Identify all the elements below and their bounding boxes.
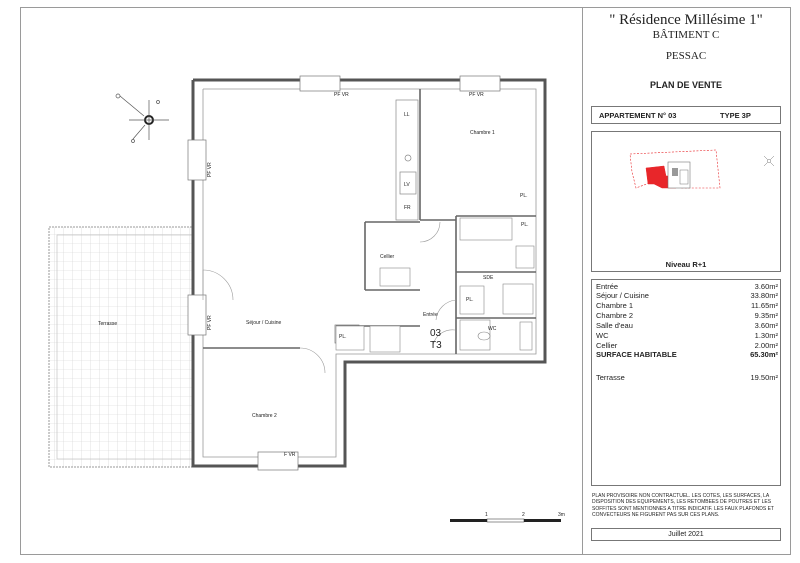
terrace-area: [49, 227, 193, 467]
level-label: Niveau R+1: [665, 260, 707, 269]
window-label-pfvr-1: PF VR: [334, 92, 349, 98]
surface-value: 3.60m²: [754, 321, 778, 330]
city-label: PESSAC: [665, 50, 707, 62]
date-label: Juillet 2021: [591, 528, 781, 541]
total-surface-row: [596, 350, 778, 360]
room-label-wc: WC: [488, 326, 497, 332]
terrace-row: [596, 373, 778, 383]
room-label-chambre2: Chambre 2: [252, 413, 277, 419]
scale-bar: [450, 512, 565, 522]
fixture-label-pl-3: PL.: [466, 297, 474, 303]
fixture-label-pl-1: PL.: [520, 193, 528, 199]
unit-number: 03: [430, 328, 442, 339]
surface-value: 3.60m²: [754, 282, 778, 291]
scale-label-2: 2: [522, 512, 525, 518]
compass-icon: [116, 94, 169, 143]
key-plan-drawing: [592, 132, 780, 271]
residence-title: " Résidence Millésime 1": [609, 12, 763, 28]
surface-row: [596, 291, 778, 301]
surface-value: 1.30m²: [754, 331, 778, 340]
fixture-label-fr: FR: [404, 205, 411, 211]
window-label-pfvr-4: PF VR: [207, 315, 213, 330]
surface-label: WC: [596, 331, 609, 340]
surface-label: Séjour / Cuisine: [596, 291, 649, 300]
surface-row: [596, 321, 778, 331]
keyplan-compass-icon: [764, 156, 774, 166]
room-label-sejour: Séjour / Cuisine: [246, 320, 282, 326]
apartment-number: APPARTEMENT N° 03: [599, 111, 677, 120]
surface-value: 2.00m²: [754, 341, 778, 350]
fixture-label-lv: LV: [404, 182, 410, 188]
room-label-chambre1: Chambre 1: [470, 130, 495, 136]
surface-value: 11.65m²: [751, 301, 778, 310]
window-label-pfvr-2: PF VR: [469, 92, 484, 98]
surface-row: [596, 311, 778, 321]
key-plan: [591, 131, 781, 272]
surface-label: Cellier: [596, 341, 618, 350]
fixture-label-pl-2: PL.: [521, 222, 529, 228]
unit-type: T3: [430, 340, 442, 351]
scale-label-1: 1: [485, 512, 488, 518]
surface-label: Chambre 1: [596, 301, 634, 310]
terrace-label: Terrasse: [596, 373, 625, 382]
surface-value: 33.80m²: [750, 291, 778, 300]
surface-label: Entrée: [596, 282, 619, 291]
building-subtitle: BÂTIMENT C: [652, 29, 720, 41]
surface-row: [596, 301, 778, 311]
total-surface-value: 65.30m²: [750, 350, 778, 359]
disclaimer-text: PLAN PROVISOIRE NON CONTRACTUEL. LES COTES, LES SURFACES, LA DISPOSITION DES EQUIPEMENTS, LES RETOMBEES DE POUTRES ET LES SOFFITES SONT MENTIONNES A TITRE INDICATIF. LES FAUX PLAFONDS ET CONVECTEURS NE FIGURENT PAS SUR CES PLANS.: [592, 493, 774, 519]
fixture-label-ll: LL: [404, 112, 410, 118]
total-surface-label: SURFACE HABITABLE: [596, 350, 677, 359]
surface-label: Salle d'eau: [596, 321, 633, 330]
terrace-value: 19.50m²: [750, 373, 778, 382]
apartment-type: TYPE 3P: [720, 111, 751, 120]
plan-title: PLAN DE VENTE: [649, 80, 722, 90]
room-label-entree: Entrée: [423, 312, 438, 318]
window-label-fvr: F VR: [284, 452, 296, 458]
surface-row: [596, 331, 778, 341]
apartment-header: [591, 106, 781, 124]
surface-label: Chambre 2: [596, 311, 634, 320]
room-label-cellier: Cellier: [380, 254, 395, 260]
room-label-sde: SDE: [483, 275, 494, 281]
surface-value: 9.35m²: [754, 311, 778, 320]
scale-label-3: 3m: [558, 512, 565, 518]
fixture-label-pl-4: PL.: [339, 334, 347, 340]
window-label-pfvr-3: PF VR: [207, 162, 213, 177]
room-label-terrasse: Terrasse: [98, 321, 118, 327]
